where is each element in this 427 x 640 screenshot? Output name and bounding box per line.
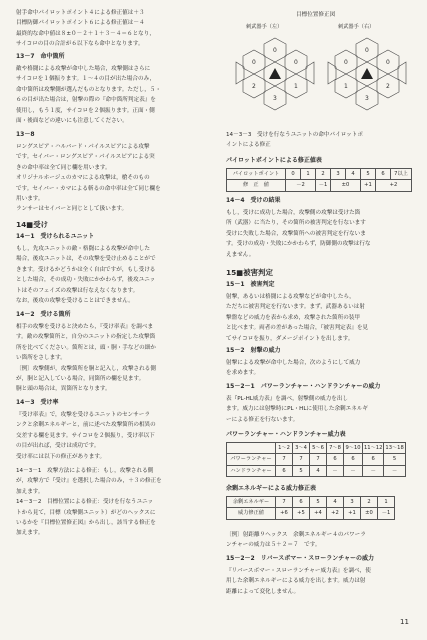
svg-text:3: 3 bbox=[365, 95, 369, 102]
table-cell: 6 bbox=[376, 169, 391, 180]
hex-diagram-right bbox=[324, 34, 410, 120]
svg-text:1: 1 bbox=[344, 83, 348, 90]
table-cell: 6 bbox=[327, 454, 344, 465]
paragraph: 相手の攻撃を受けると決めたら，『受け率表』を調べま す。敵の攻撃箇所と，自分のユニットの指定した攻撃箇 所を比べてください。箇所とは，頭・胴・手などの細か い箇所をさします。 〔例〕攻撃側が，攻撃箇所を胴と記入し，攻撃される側 が，胴と記入している場合，同箇所の欄を見ます。 胴と頭の場合は，異箇所となります。 bbox=[16, 324, 156, 393]
svg-text:0: 0 bbox=[344, 59, 348, 66]
pilot-point-table bbox=[226, 168, 412, 192]
table-cell: 3 bbox=[344, 497, 361, 508]
table-cell: 6 bbox=[276, 465, 293, 476]
paragraph: 表『PL-HL威力表』を調べ，射撃側の威力を出し ます。威力には射撃時にPL・HLに使用した余剰エネルギ ーによる修正を行ないます。 bbox=[226, 396, 369, 423]
paragraph: 『リバースボマー・スローランチャー威力表』を調べ，使 用した余剰エネルギーによる威力を出します。威力は射 距離によって変化しません。 bbox=[226, 568, 371, 595]
section-heading: 15－2－2 リバースボマー・スローランチャーの威力 bbox=[226, 555, 375, 562]
section-heading: 14－2 受ける箇所 bbox=[16, 311, 71, 318]
surplus-energy-table bbox=[226, 496, 395, 520]
table-cell: 2 bbox=[316, 169, 331, 180]
table-header-cell: 5～6 bbox=[310, 443, 327, 454]
table-cell: 7以上 bbox=[391, 169, 412, 180]
table-cell: 5 bbox=[293, 465, 310, 476]
table-cell: 1 bbox=[378, 497, 395, 508]
diagram-left-label: 刺武器手（左） bbox=[246, 24, 283, 30]
page-number: 11 bbox=[400, 618, 409, 626]
paragraph: 射手命中パイロットポイント４による修正値は＋３ 目標防御パイロットポイント６による修正値は－４ 最終的な命中値は８±０－２＋１＋３－４＝６となり， サイコロの目の合計が６以下なら命中となります。 bbox=[16, 10, 155, 48]
table-header-cell: 11～12 bbox=[363, 443, 384, 454]
paragraph: 14－3－3 受けを行なうユニットの命中パイロットポ イントによる修正 bbox=[226, 132, 363, 149]
svg-text:0: 0 bbox=[386, 59, 390, 66]
paragraph: 14－3－1 攻撃方法による修正：もし，攻撃される側 が，攻撃方で『受け』を選択した場合のみ，＋３の修正を 加えます。 14－3－2 目標位置による修正：受けを行なうユニッ トから見て，目標（攻撃側ユニット）がどのヘックスに いるかを『目標位置修正図』から出し，該当する修正を 加えます。 bbox=[16, 468, 162, 537]
paragraph: ロングスピア・ハルバード・パイルスピアによる攻撃 です。セイバー・ロングスピア・パイルスピアによる突 きの命中率は全て同じ欄を用います。 オリジナルホージュのカマによる攻撃は，槍そのもの です。セイバー・カマによる斬るの命中率は全て同じ欄を 用います。 ランサーはセイバーと同じとして扱います。 bbox=[16, 144, 161, 213]
table-cell: －1 bbox=[378, 508, 395, 519]
paragraph: もし，先攻ユニットの敵・格闘による攻撃が命中した 場合，後攻ユニットは，その攻撃を受け止めることがで きます。受けるかどうかは全く自由ですが，もし受ける とした場合，その成功・失敗にかかわらず，後攻ユニッ トはそのフェイズの攻撃は行なえなくなります。 なお，後攻の攻撃を受けることはできません。 bbox=[16, 246, 156, 305]
section-heading: 15－1 被害判定 bbox=[226, 281, 275, 288]
table-cell: 4 bbox=[310, 465, 327, 476]
svg-text:0: 0 bbox=[294, 59, 298, 66]
table-cell: 6 bbox=[363, 454, 384, 465]
paragraph: 〔例〕射距離９ヘックス 余剰エネルギー４のパワーラ ンチャーの威力は５＋２＝７ です。 bbox=[226, 532, 366, 549]
table-title: パワーランチャー・ハンドランチャー威力表 bbox=[226, 431, 346, 438]
table-cell: +6 bbox=[276, 508, 293, 519]
table-cell: 7 bbox=[293, 454, 310, 465]
table-header-cell: 1～2 bbox=[276, 443, 293, 454]
diagram-title: 目標位置修正図 bbox=[296, 12, 336, 18]
table-cell: +4 bbox=[310, 508, 327, 519]
table-cell: －2 bbox=[286, 180, 316, 191]
table-header-cell bbox=[227, 443, 276, 454]
table-cell: 3 bbox=[331, 169, 346, 180]
table-cell: +2 bbox=[327, 508, 344, 519]
section-heading: 15－2 射撃の威力 bbox=[226, 347, 281, 354]
table-title: 余剰エネルギーによる威力修正表 bbox=[226, 485, 317, 492]
table-label: 余剰エネルギー bbox=[227, 497, 276, 508]
paragraph: もし，受けに成功した場合，攻撃側の攻撃は受けた箇 所（武器）に当たり，その箇所の被害判定を行ないます 受けに失敗した場合，攻撃箇所への被害判定を行ないま す。受けの成功・失敗にかかわらず，防御側の攻撃は行な えません。 bbox=[226, 210, 371, 258]
table-cell: 5 bbox=[310, 497, 327, 508]
table-cell: － bbox=[327, 465, 344, 476]
table-label: ハンドランチャー bbox=[227, 465, 276, 476]
table-cell: －1 bbox=[316, 180, 331, 191]
paragraph: 敵や格闘による攻撃が命中した場合，攻撃側はさらに サイコロを１個振ります。１～４の目が出た場合のみ， 命中箇所は攻撃側が選んだものとなります。ただし，５・ ６の目が出た場合は，射撃の際の『命中箇所判定表』を 使用し，もう１度，サイコロを２個振ります。正面・側 面・後面などの違いにも注意してください。 bbox=[16, 66, 161, 125]
paragraph: 『受け率表』で，攻撃を受けるユニットのセンサーラ ンクと余剰エネルギーと，前に述べた攻撃箇所の相異の 交差する欄を見ます。サイコロを２個振り，受け率以下 の目が出れば，受けは成功です。 受け率には以下の修正があります。 bbox=[16, 412, 156, 460]
table-cell: +2 bbox=[376, 180, 412, 191]
section-heading: 15－2－1 パワーランチャー・ハンドランチャーの威力 bbox=[226, 383, 381, 390]
table-cell: +5 bbox=[293, 508, 310, 519]
table-title: パイロットポイントによる修正値表 bbox=[226, 157, 322, 164]
table-cell: 5 bbox=[384, 454, 405, 465]
section-heading: 13－7 命中箇所 bbox=[16, 53, 65, 60]
table-cell: － bbox=[363, 465, 384, 476]
svg-text:3: 3 bbox=[273, 95, 277, 102]
hex-diagram-left bbox=[232, 34, 318, 120]
table-label: パイロットポイント bbox=[227, 169, 286, 180]
section-heading: 14－3 受け率 bbox=[16, 399, 59, 406]
table-cell: 7 bbox=[276, 497, 293, 508]
chapter-heading: 15■被害判定 bbox=[226, 268, 273, 277]
diagram-right-label: 刺武器手（右） bbox=[338, 24, 375, 30]
table-cell: － bbox=[344, 465, 363, 476]
table-header-cell: 9～10 bbox=[344, 443, 363, 454]
table-header-cell: 13～18 bbox=[384, 443, 405, 454]
svg-text:0: 0 bbox=[252, 59, 256, 66]
table-cell: 1 bbox=[301, 169, 316, 180]
svg-text:0: 0 bbox=[365, 47, 369, 54]
table-cell: － bbox=[384, 465, 405, 476]
paragraph: 射撃，あるいは格闘による攻撃などが命中したら， ただちに被害判定を行ないます。まず，武器あるいは射 撃盤などの威力を表から求め，攻撃された箇所の装甲 と比べます。両者の差があった場合，『被害判定表』を見 てサイコロを振り，ダメージポイントを出します。 bbox=[226, 294, 369, 342]
table-cell: ±0 bbox=[361, 508, 378, 519]
table-cell: 4 bbox=[346, 169, 361, 180]
table-cell: +1 bbox=[361, 180, 376, 191]
svg-text:2: 2 bbox=[386, 83, 390, 90]
section-heading: 14－4 受けの結果 bbox=[226, 197, 281, 204]
table-cell: 7 bbox=[310, 454, 327, 465]
svg-text:0: 0 bbox=[273, 47, 277, 54]
table-header-cell: 7～8 bbox=[327, 443, 344, 454]
table-cell: 6 bbox=[344, 454, 363, 465]
table-cell: 5 bbox=[361, 169, 376, 180]
table-label: 威力修正値 bbox=[227, 508, 276, 519]
table-cell: 2 bbox=[361, 497, 378, 508]
paragraph: 射撃による攻撃が命中した場合，次のようにして威力 を求めます。 bbox=[226, 360, 361, 377]
table-cell: 6 bbox=[293, 497, 310, 508]
table-cell: 7 bbox=[276, 454, 293, 465]
svg-text:2: 2 bbox=[252, 83, 256, 90]
table-label: パワーランチャー bbox=[227, 454, 276, 465]
section-heading: 13－8 bbox=[16, 131, 35, 138]
table-cell: +1 bbox=[344, 508, 361, 519]
table-cell: ±0 bbox=[331, 180, 361, 191]
chapter-heading: 14■受け bbox=[16, 220, 49, 229]
table-cell: 4 bbox=[327, 497, 344, 508]
table-header-cell: 3～4 bbox=[293, 443, 310, 454]
svg-text:1: 1 bbox=[294, 83, 298, 90]
section-heading: 14－1 受けられるユニット bbox=[16, 233, 95, 240]
table-label: 修 正 値 bbox=[227, 180, 286, 191]
launcher-power-table bbox=[226, 442, 406, 477]
table-cell: 0 bbox=[286, 169, 301, 180]
